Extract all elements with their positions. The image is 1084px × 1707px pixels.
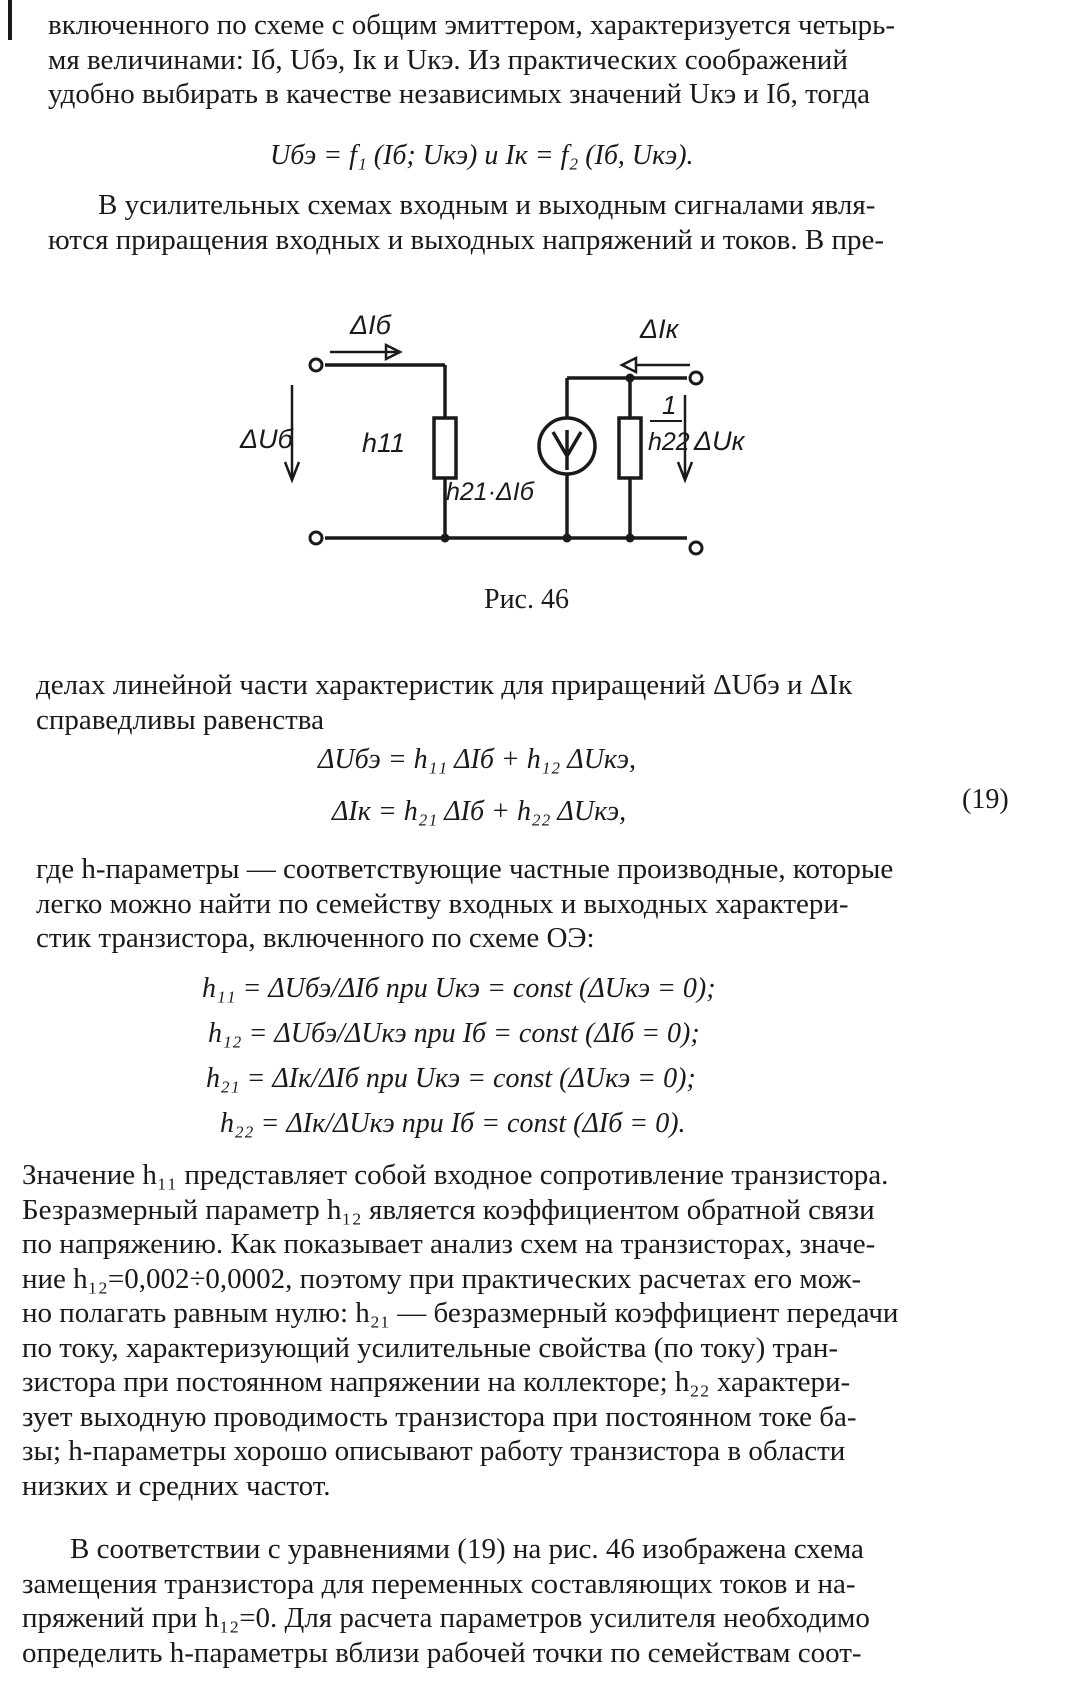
resistor-1-over-h22 — [619, 418, 641, 478]
text-line: где h-параметры — соответствующие частные производные, которые — [36, 853, 894, 885]
arrow-ik-head — [622, 358, 636, 372]
terminal-input-top — [310, 359, 322, 371]
text-line: низких и средних частот. — [22, 1469, 331, 1502]
text-line: зы; h-параметры хорошо описывают работу транзистора в области — [22, 1435, 846, 1467]
figure-caption: Рис. 46 — [484, 584, 569, 615]
junction-h22-top — [626, 374, 635, 383]
text-line: делах линейной части характеристик для приращений ΔUбэ и ΔIк — [36, 669, 853, 701]
text-line: справедливы равенства — [36, 703, 324, 736]
text-line: ние h₁₂=0,002÷0,0002, поэтому при практических расчетах его мож- — [22, 1262, 862, 1295]
text-line: В соответствии с уравнениями (19) на рис. 46 изображена схема — [70, 1533, 864, 1565]
text-line: легко можно найти по семейству входных и выходных характери- — [36, 887, 849, 920]
junction-h11 — [441, 534, 450, 543]
label-h11: h11 — [362, 428, 406, 458]
paragraph-equivalent-scheme — [22, 1532, 1026, 1670]
text-line: В усилительных схемах входным и выходным сигналами явля- — [98, 189, 876, 221]
text-line: ются приращения входных и выходных напряжений и токов. В пре- — [48, 223, 885, 256]
text-line: но полагать равным нулю: h₂₁ — безразмерный коэффициент передачи — [22, 1297, 899, 1329]
resistor-h11 — [434, 418, 456, 478]
text-line: зистора при постоянном напряжении на коллекторе; h₂₂ характери- — [22, 1366, 851, 1398]
h22-definition: h₂₂ = ΔIк/ΔUкэ при Iб = const (ΔIб = 0). — [220, 1108, 686, 1139]
paragraph-h-meaning — [22, 1158, 1026, 1503]
text-line: определить h-параметры вблизи рабочей точки по семействам соот- — [22, 1636, 862, 1669]
terminal-input-bottom — [310, 532, 322, 544]
text-line: замещения транзистора для переменных составляющих токов и на- — [22, 1567, 856, 1600]
label-delta-uk: ΔUк — [694, 426, 745, 456]
junction-h22-bottom — [626, 534, 635, 543]
equivalent-circuit-figure — [230, 290, 790, 580]
text-line: Безразмерный параметр h₁₂ является коэффициентом обратной связи — [22, 1193, 875, 1226]
equation-functions: Uбэ = f₁ (Iб; Uкэ) и Iк = f₂ (Iб, Uкэ). — [270, 140, 694, 171]
label-delta-ib: ΔIб — [350, 310, 391, 340]
label-delta-ub: ΔUб — [240, 424, 293, 454]
paragraph-linear-region — [36, 668, 1028, 737]
equation-19-a: ΔUбэ = h₁₁ ΔIб + h₁₂ ΔUкэ, — [318, 744, 637, 775]
text-line: включенного по схеме с общим эмиттером, характеризуется четырь- — [48, 9, 895, 41]
text-line: стик транзистора, включенного по схеме ОЭ: — [36, 922, 595, 954]
h12-definition: h₁₂ = ΔUбэ/ΔUкэ при Iб = const (ΔIб = 0); — [208, 1018, 700, 1049]
paragraph-intro — [48, 8, 1028, 112]
text-line: Значение h₁₁ представляет собой входное сопротивление транзистора. — [22, 1159, 889, 1191]
text-line: пряжений при h₁₂=0. Для расчета параметров усилителя необходимо — [22, 1602, 870, 1634]
text-line: удобно выбирать в качестве независимых значений Uкэ и Iб, тогда — [48, 78, 870, 110]
paragraph-h-parameters — [36, 852, 1028, 956]
label-h21-source: h21·ΔIб — [446, 478, 534, 506]
equation-19-b: ΔIк = h₂₁ ΔIб + h₂₂ ΔUкэ, — [332, 796, 627, 827]
junction-source — [563, 534, 572, 543]
text-line: по напряжению. Как показывает анализ схем на транзисторах, значе- — [22, 1228, 876, 1260]
label-h22-denominator: h22 — [648, 428, 690, 456]
h21-definition: h₂₁ = ΔIк/ΔIб при Uкэ = const (ΔUкэ = 0); — [206, 1063, 696, 1094]
text-line: по току, характеризующий усилительные свойства (по току) тран- — [22, 1331, 839, 1364]
label-delta-ik: ΔIк — [640, 314, 679, 344]
terminal-output-top — [690, 372, 702, 384]
text-line: зует выходную проводимость транзистора при постоянном токе ба- — [22, 1400, 857, 1433]
paragraph-signals — [48, 188, 1028, 257]
terminal-output-bottom — [690, 542, 702, 554]
label-h22-numerator: 1 — [662, 390, 677, 420]
scan-margin-mark — [8, 0, 12, 40]
equation-number: (19) — [962, 784, 1009, 815]
text-line: мя величинами: Iб, Uбэ, Iк и Uкэ. Из практических соображений — [48, 43, 848, 76]
h11-definition: h₁₁ = ΔUбэ/ΔIб при Uкэ = const (ΔUкэ = 0); — [202, 973, 716, 1004]
